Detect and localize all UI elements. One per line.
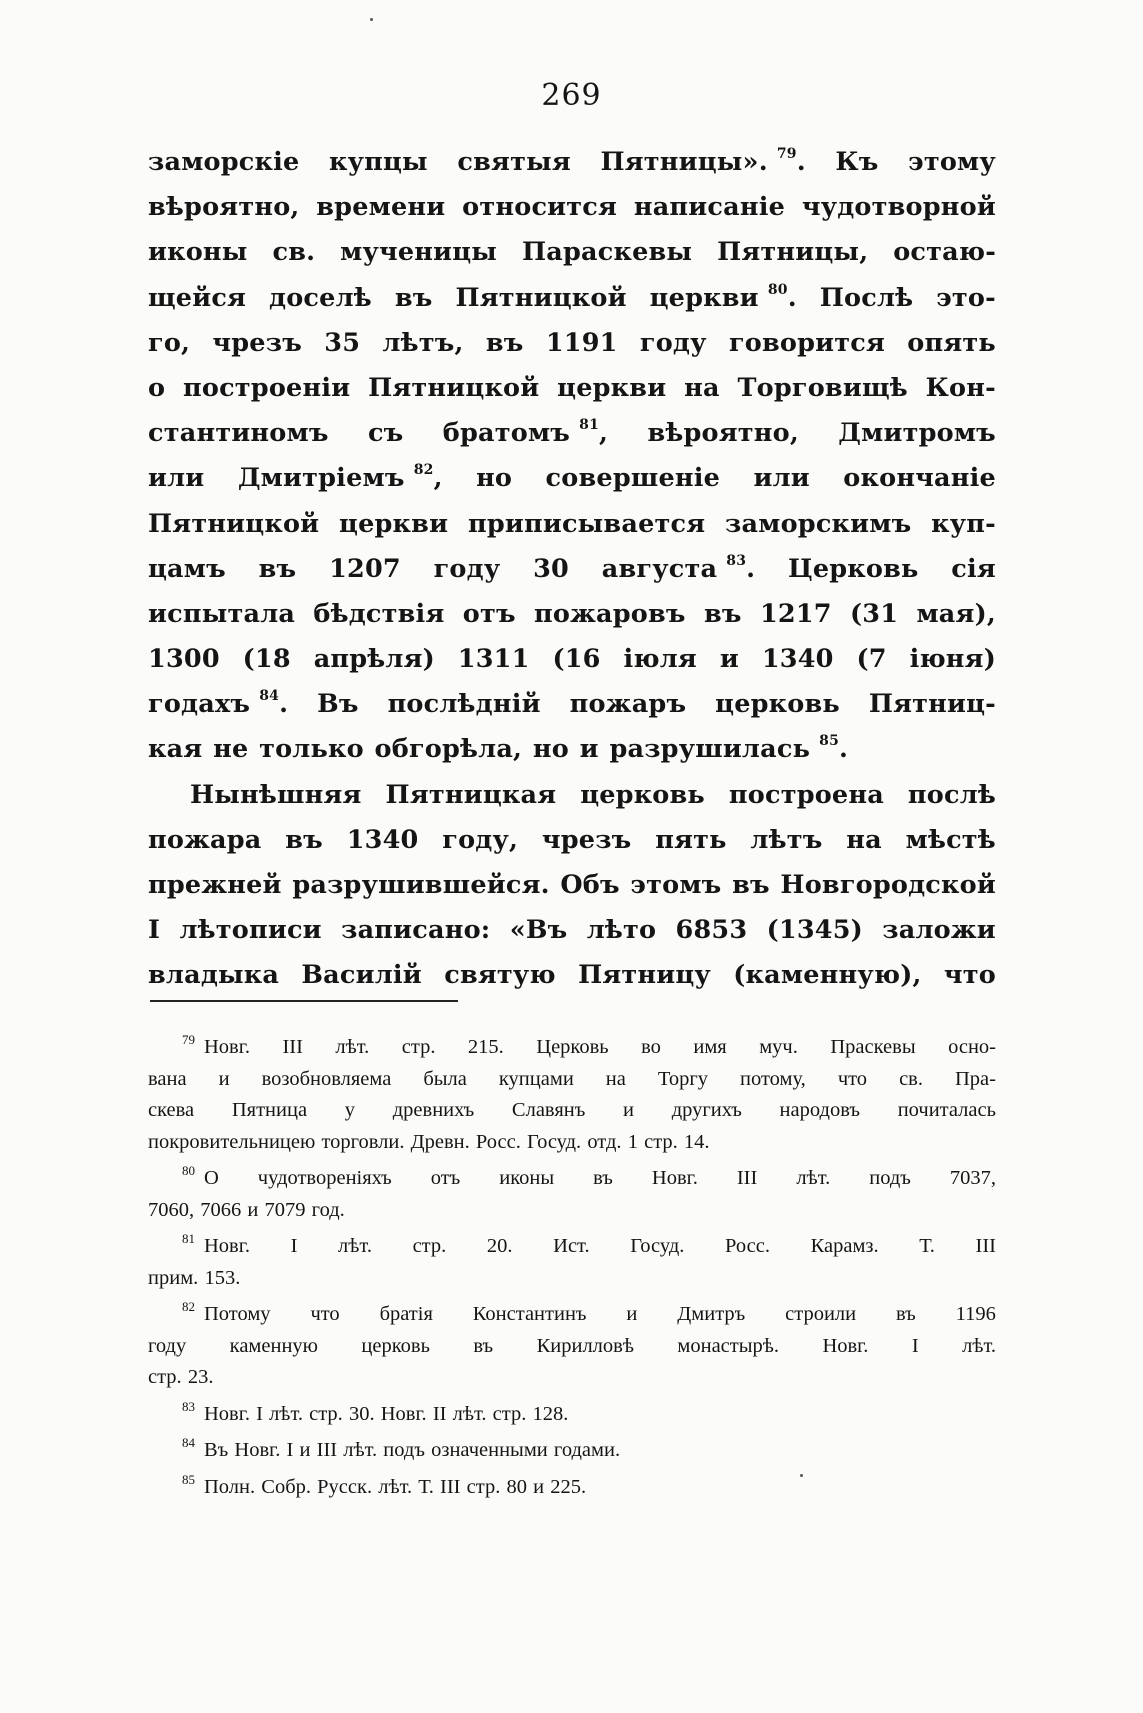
body-word: церковь [580,779,705,810]
footnote-word: стр. [492,1402,527,1425]
body-word: Пятницкой [455,282,627,313]
footnote-word: стр. [309,1402,343,1425]
footnote-line [148,1362,996,1394]
footnote-word: стр. [401,1036,436,1058]
body-word: Пятницкая [385,779,557,810]
body-word: мая), [916,598,996,629]
footnote-word: св. [899,1067,923,1090]
footnote-word: I [290,1235,298,1257]
footnote-separator [150,1000,458,1002]
footnote-word: $^{83}$ Новг. [182,1398,250,1425]
body-line [148,592,996,637]
footnote-word: и [626,1303,638,1325]
footnote-word: $^{80}$ О [182,1163,219,1189]
footnote-word: братія [379,1303,433,1325]
body-word: лѣто [586,915,657,946]
body-word: святую [444,960,556,991]
footnote-word: чудотвореніяхъ [257,1167,392,1189]
body-word: въ [732,870,770,900]
body-word: году [433,553,501,584]
footnote-line [148,1032,996,1064]
body-word: иконы [148,237,248,268]
body-word: чрезъ [541,824,632,855]
footnote-word: и [533,1475,545,1498]
body-word: не [213,734,249,765]
body-word: стантиномъ [148,418,329,449]
body-word: Пятницкой [368,372,540,403]
body-word: (16 [552,644,601,675]
footnote-line [148,1163,996,1195]
body-word: въ [394,282,433,313]
footnote-word: Ист. [553,1235,590,1257]
footnote-word: лѣт. [269,1402,303,1425]
footnote-word: лѣт. [378,1475,413,1498]
footnote-word: Росс. [725,1235,770,1257]
footnote-word: 30. [348,1402,375,1425]
body-word: и [719,644,739,675]
footnote-word: III [975,1235,996,1257]
footnote-word: $^{85}$ Полн. [182,1471,256,1498]
body-word: 1300 [148,644,220,675]
footnote-word: Госуд. [630,1235,685,1257]
footnote-word: прим. [148,1266,199,1289]
body-word: августа $^{83}$. [601,552,756,584]
body-word: 1311 [457,644,530,675]
footnote-word: другихъ [671,1099,742,1121]
body-word: (каменную), [733,960,922,991]
footnote-word: $^{84}$ Въ [182,1435,229,1461]
footnote-word: лѣт. [343,1439,378,1461]
body-word: Къ [835,147,879,177]
footnote-line [148,1331,996,1363]
body-word: или [753,463,810,494]
footnote-word: на [605,1067,626,1090]
body-word: Нынѣшняя [190,779,362,810]
footnote-word: 23. [187,1366,214,1388]
footnote-word: III [440,1475,461,1498]
body-word: 1340 [346,824,419,855]
body-line [148,818,996,863]
body-word: іюня) [909,644,996,675]
footnote-word: муч. [759,1036,798,1058]
footnote-word: $^{79}$ Новг. [182,1032,250,1058]
footnote-word: стр. [644,1130,678,1153]
body-word: Параскевы [521,237,693,268]
body-word: но [532,734,569,765]
footnote-word: годами. [553,1439,621,1461]
footnote-word: году [148,1334,187,1357]
footnote-word: осно- [948,1036,996,1058]
body-word: приписывается [467,508,706,539]
body-word: (1345) [766,915,863,946]
body-word: Кон- [925,372,996,403]
footnote-word: вана [148,1067,187,1090]
footnote-reference[interactable]: 81 [579,417,600,434]
body-word: заморскимъ [725,508,912,539]
body-word: мученицы [340,237,498,268]
footnote-word: Собр. [261,1475,311,1498]
footnote-word: Дмитръ [677,1303,746,1325]
body-word: Въ [317,689,359,720]
footnote-word: почиталась [897,1099,996,1121]
footnote-word: $^{82}$ Потому [182,1299,271,1325]
body-word: церкви [339,508,449,539]
body-word: Послѣ [819,282,914,313]
body-word: въ [485,327,524,358]
body-word: апрѣля) [313,644,435,675]
body-line [148,456,996,501]
footnote-word: 80 [506,1475,527,1498]
body-line [148,863,996,908]
footnote-line [148,1195,996,1227]
footnote-word: Т. [418,1475,434,1498]
body-word: «Въ [509,915,568,946]
body-word: цамъ [148,553,226,584]
footnote-word: I [911,1334,919,1357]
footnote-word: лѣт. [962,1334,996,1357]
footnote-word: 153. [204,1266,241,1289]
footnote-word: лѣт. [452,1402,487,1425]
body-word: Церковь [788,553,919,584]
footnote-word: и [623,1099,635,1121]
body-word: построеніи [183,372,351,403]
body-word: чудотворной [801,192,996,223]
body-word: (7 [856,644,887,675]
footnote-word: Новг. [380,1402,427,1425]
body-word: но [476,463,513,494]
footnote-word: торговли. [321,1130,405,1153]
body-word: этому [908,147,996,177]
body-word: Пятницу [578,960,711,991]
footnote-word: означенными [431,1439,548,1461]
footnote-line [148,1299,996,1331]
footnote-word: возобновляема [261,1067,392,1090]
body-word: разрушившейся. [292,870,550,900]
body-line [148,773,996,818]
body-line [148,185,996,230]
footnote-word: церковь [361,1334,430,1357]
footnote-word: Росс. [475,1130,521,1153]
body-word: послѣдній [387,689,541,720]
body-word: или [148,463,205,494]
body-word: отъ [462,598,516,629]
footnote-number: 85 [182,1471,195,1487]
footnote-word: Новг. [651,1167,698,1189]
footnote-number: 84 [182,1435,195,1450]
body-word: 35 [324,327,361,358]
body-word: Дмитромъ [838,418,996,449]
body-word: съ [367,418,404,449]
footnote-word: 7037, [949,1167,996,1189]
body-word: о [148,372,166,403]
footnote-word: у [344,1099,356,1121]
body-word: времени [316,192,446,223]
footnote-word: 7079 [264,1198,306,1221]
footnote-word: Пра- [954,1067,996,1090]
footnote-word: подъ [383,1439,425,1461]
body-word: вѣроятно, [647,418,799,449]
footnote-word: иконы [499,1167,555,1189]
body-line [148,366,996,411]
body-word: 6853 [675,915,748,946]
body-word: братомъ $^{81}$, [442,417,609,449]
footnote-word: отд. [587,1130,622,1153]
body-word: пять [655,824,727,855]
body-line [148,230,996,275]
print-speck [370,18,373,21]
footnote-word: 7066 [200,1198,242,1221]
footnote-word: въ [473,1334,494,1357]
body-word: церковь [715,689,840,720]
footnote-word: что [837,1067,868,1090]
main-text [148,140,996,999]
footnote-reference[interactable]: 83 [726,552,747,569]
body-word: совершеніе [545,463,721,494]
body-word: это- [936,282,996,313]
body-word: разрушилась $^{85}$. [609,733,849,765]
body-word: году [639,327,707,358]
body-word: пожаровъ [534,598,686,629]
footnote-word: Новг. [822,1334,869,1357]
footnote-word: стр. [466,1475,501,1498]
footnote-word: была [423,1067,467,1090]
body-word: чрезъ [212,327,302,358]
body-word: Пятниц- [868,689,996,720]
body-word: опять [907,327,996,358]
body-word: пожаръ [569,689,687,720]
footnote-number: 83 [182,1398,195,1414]
footnote-word: 20. [486,1235,513,1257]
body-word: относится [462,192,618,223]
body-word: Объ [560,870,620,900]
footnote-reference[interactable]: 79 [776,146,797,162]
body-word: говорится [728,327,886,358]
body-word: лѣтъ, [382,327,464,358]
footnote-word: и [299,1439,311,1461]
body-word: куп- [931,508,996,539]
body-word: церкви $^{80}$. [649,281,797,313]
body-line [148,953,996,998]
footnote-word: 7060, [148,1198,195,1221]
footnote-word: Славянъ [511,1099,586,1121]
footnotes [148,1032,996,1503]
footnote-word: Новг. [234,1439,281,1461]
footnote-line [148,1435,996,1467]
body-word: написаніе [633,192,786,223]
footnote-reference[interactable]: 82 [413,462,434,479]
body-word: 1191 [545,327,618,358]
footnote-line [148,1064,996,1096]
footnote-word: лѣт. [338,1235,372,1257]
body-word: владыка [148,960,280,991]
body-word: го, [148,327,191,358]
body-line [148,276,996,321]
footnote-word: покровительницею [148,1130,316,1153]
footnote-word: имя [693,1036,727,1058]
body-line [148,682,996,727]
footnote-word: Церковь [536,1036,609,1058]
body-word: 30 [533,553,569,584]
body-word: св. [272,237,316,268]
footnote-reference[interactable]: 85 [819,733,840,750]
footnote-number: 79 [182,1032,195,1047]
footnote-word: и [247,1198,259,1221]
body-line [148,637,996,682]
body-word: лѣтописи [179,915,322,946]
footnote-number: 82 [182,1299,195,1314]
body-word: Пятницкой [148,508,320,539]
footnote-line [148,1399,996,1431]
body-word: испытала [148,598,296,629]
body-word: I [148,915,161,946]
footnote-word: III [282,1036,303,1058]
body-word: Новгородской [780,870,996,900]
body-word: годахъ $^{84}$. [148,688,289,720]
body-word: прежней [148,870,282,900]
footnote-word: 1 [627,1130,638,1153]
footnote-word: каменную [229,1334,318,1357]
footnote-word: Карамз. [810,1235,879,1257]
body-word: что [943,960,996,991]
body-word: святыя [457,147,571,177]
footnote-word: 225. [550,1475,587,1498]
body-word: лѣтъ [750,824,823,855]
body-word: на [846,824,882,855]
footnote-word: лѣт. [796,1167,831,1189]
footnote-word: что [310,1303,340,1325]
body-word: (18 [242,644,291,675]
body-word: купцы [329,147,428,177]
body-line [148,547,996,592]
body-line [148,727,996,772]
footnote-word: II [432,1402,447,1425]
footnote-word: 128. [532,1402,569,1425]
footnote-word: I [256,1402,263,1425]
body-word: пожара [148,824,262,855]
body-word: 1207 [329,553,401,584]
body-word: іюля [623,644,697,675]
body-word: году, [442,824,519,855]
body-line [148,411,996,456]
footnote-line [148,1263,996,1295]
footnote-word: Праскевы [830,1036,916,1058]
body-word: записано: [341,915,491,946]
footnote-line [148,1095,996,1127]
body-word: мѣстѣ [905,824,996,855]
footnote-word: Пятница [231,1099,308,1121]
body-word: остаю- [893,237,996,268]
footnote-word: Кирилловѣ [536,1334,634,1357]
footnote-reference[interactable]: 84 [259,688,280,705]
body-word: построена [728,779,884,810]
body-word: этомъ [630,870,722,900]
footnote-line [148,1472,996,1504]
body-word: только [259,734,364,765]
body-word: Дмитріемъ $^{82}$, [237,462,443,494]
footnote-word: Торгу [657,1067,709,1090]
footnote-word: подъ [869,1167,911,1189]
body-word: Василій [301,960,422,991]
page-number: 269 [541,78,602,113]
body-word: церкви [557,372,667,403]
body-word: Пятницы, [717,237,869,268]
body-word: щейся [148,282,247,313]
footnote-word: и [218,1067,230,1090]
body-line [148,140,996,185]
print-speck [800,1474,803,1477]
footnote-word: Древн. [410,1130,470,1153]
footnote-word: Русск. [317,1475,373,1498]
footnote-word: стр. [148,1366,182,1388]
footnote-word: 215. [467,1036,504,1058]
body-word: вѣроятно, [148,192,300,223]
body-word: Пятницы». $^{79}$. [600,146,806,177]
footnote-word: купцами [498,1067,574,1090]
body-word: (31 [850,598,899,629]
footnote-number: 81 [182,1231,195,1246]
footnote-word: стр. [412,1235,447,1257]
footnote-word: лѣт. [335,1036,370,1058]
footnote-word: Госуд. [527,1130,582,1153]
body-word: сія [951,553,996,584]
footnote-word: год. [311,1198,345,1221]
body-word: бѣдствія [313,598,445,629]
body-word: въ [258,553,297,584]
footnote-word: III [316,1439,338,1461]
footnote-word: древнихъ [392,1099,475,1121]
footnote-word: монастырѣ. [677,1334,780,1357]
footnote-word: потому, [740,1067,806,1090]
footnote-reference[interactable]: 80 [767,281,788,298]
footnote-word: въ [896,1303,916,1325]
footnote-word: 14. [683,1130,710,1153]
footnote-line [148,1127,996,1159]
body-line [148,502,996,547]
body-word: кая [148,734,203,765]
body-word: и [579,734,599,765]
footnote-word: въ [593,1167,613,1189]
footnote-word: I [286,1439,294,1461]
footnote-word: Константинъ [472,1303,587,1325]
footnote-word: III [736,1167,758,1189]
body-word: на [684,372,720,403]
footnote-word: отъ [430,1167,461,1189]
body-word: доселѣ [269,282,372,313]
footnote-number: 80 [182,1163,195,1178]
body-line [148,908,996,953]
body-word: 1217 [759,598,832,629]
body-word: Торговищѣ [737,372,908,403]
footnote-word: народовъ [779,1099,860,1121]
footnote-word: строили [785,1303,857,1325]
footnote-word: $^{81}$ Новг. [182,1231,250,1257]
body-word: 1340 [761,644,834,675]
body-word: послѣ [907,779,996,810]
body-word: заложи [882,915,996,946]
body-line [148,321,996,366]
footnote-word: скева [148,1099,195,1121]
body-word: обгорѣла, [374,734,523,765]
body-word: въ [703,598,742,629]
body-word: окончаніе [843,463,996,494]
body-word: заморскіе [148,147,300,177]
body-word: въ [285,824,323,855]
footnote-line [148,1231,996,1263]
footnote-word: Т. [919,1235,935,1257]
footnote-word: во [641,1036,661,1058]
footnote-word: 1196 [955,1303,996,1325]
